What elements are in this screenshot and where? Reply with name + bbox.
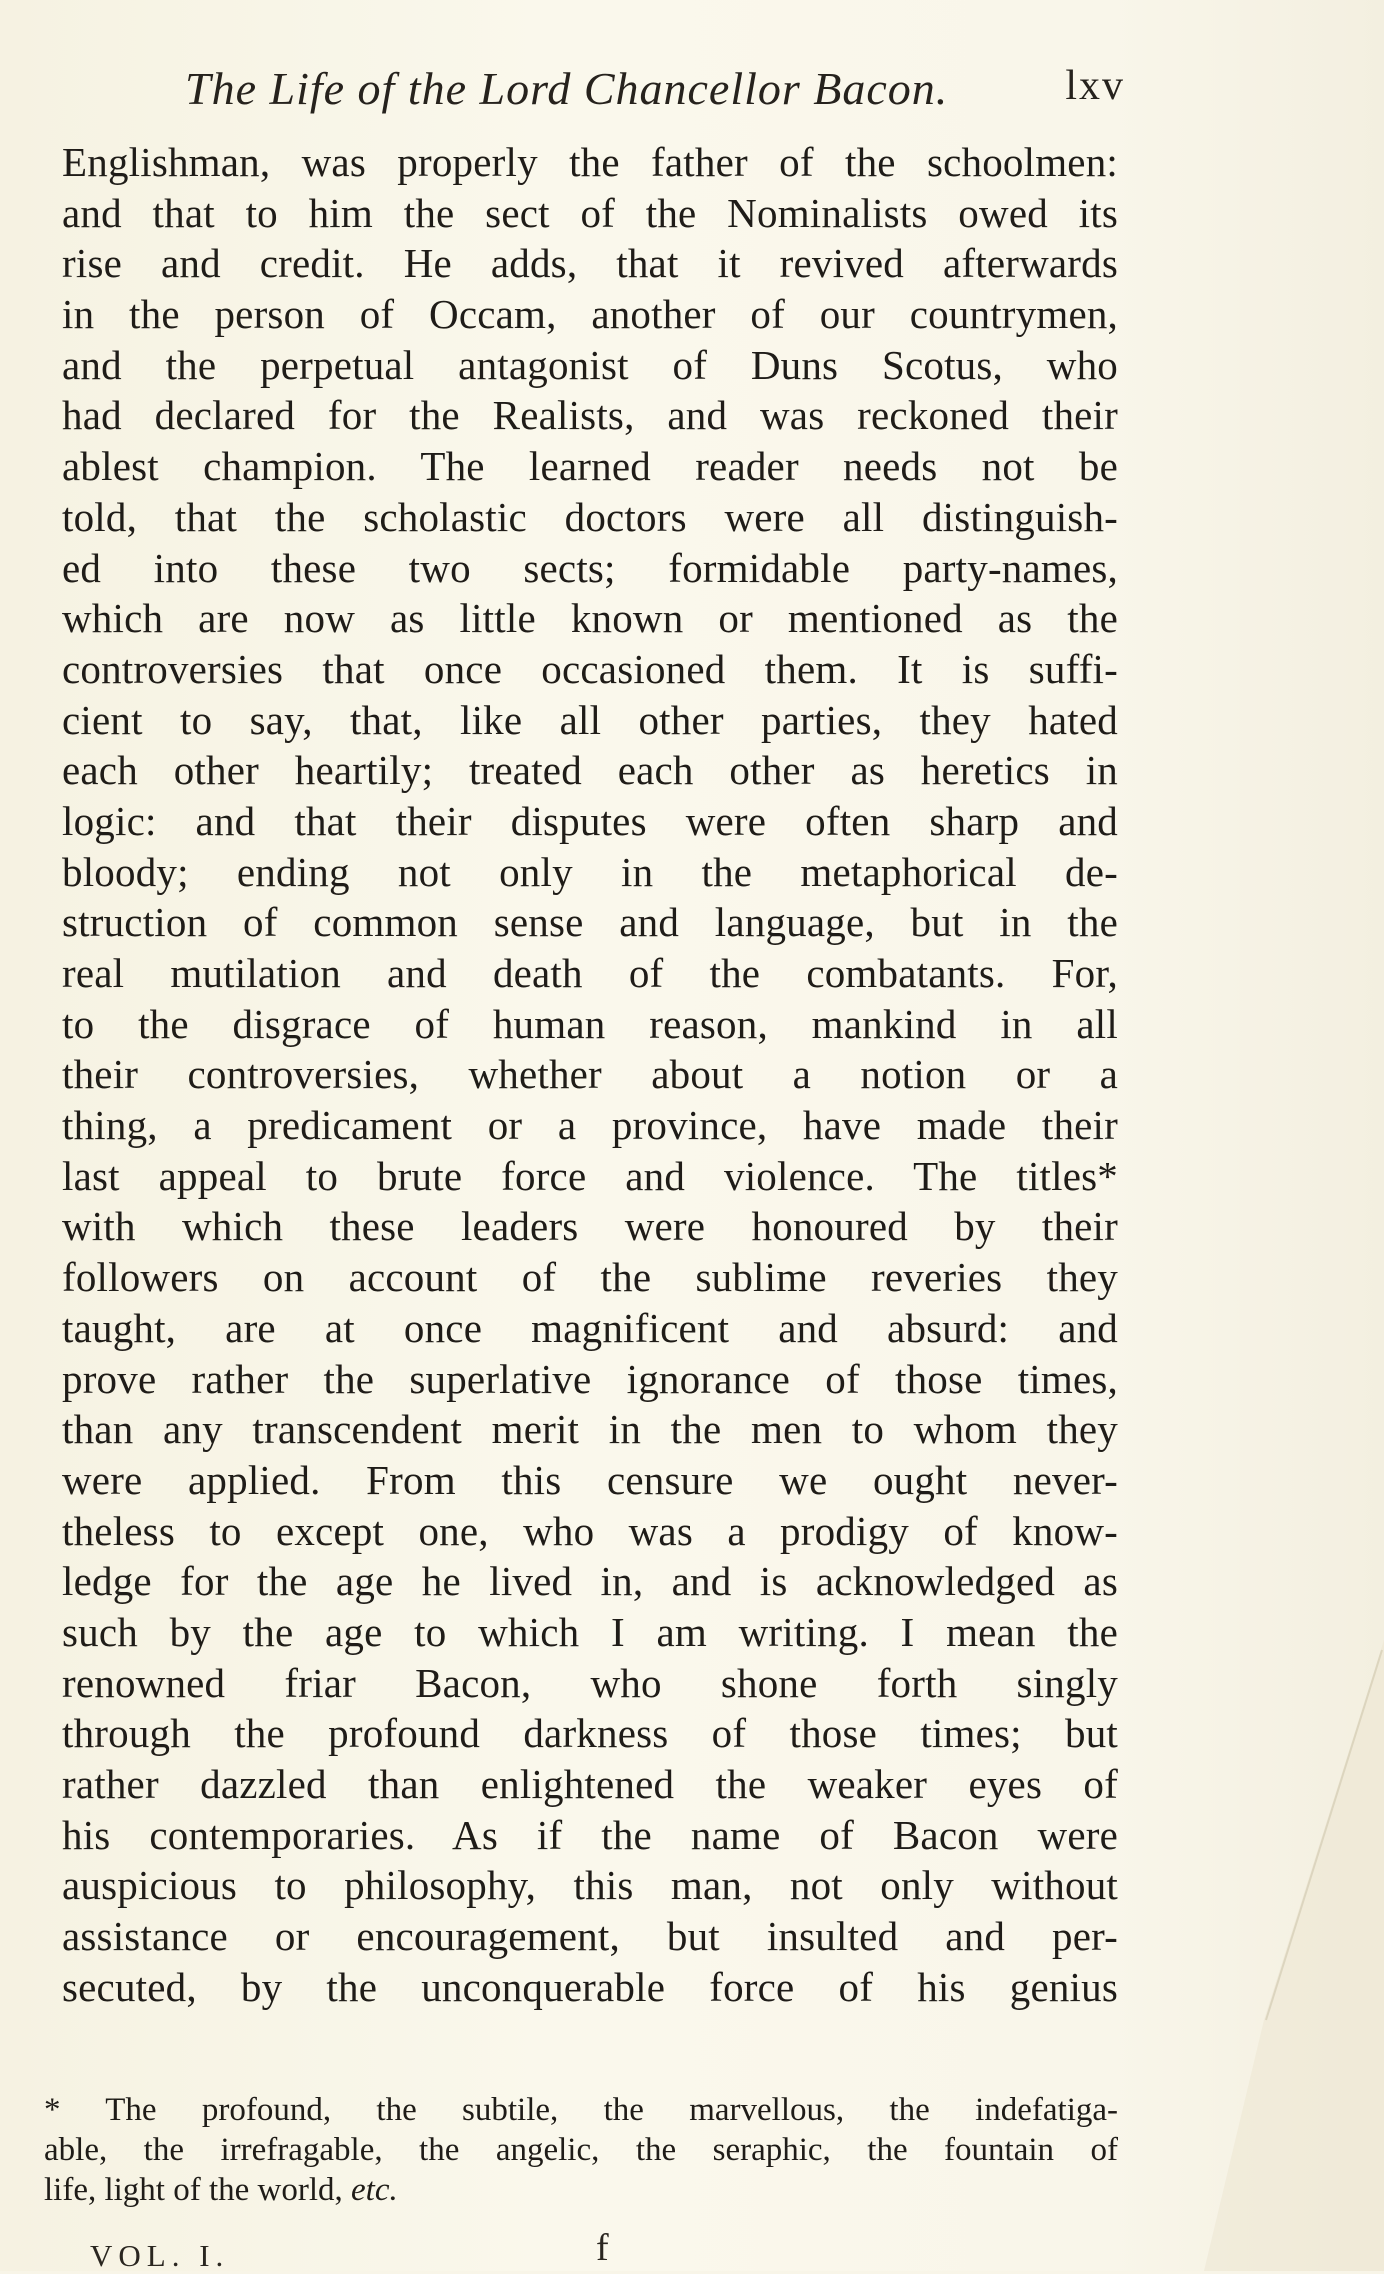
text-line: auspicious to philosophy, this man, not only without xyxy=(62,1862,1118,1909)
running-head-title: The Life of the Lord Chancellor Bacon. xyxy=(185,63,949,114)
text-line: cient to say, that, like all other parties, they hated xyxy=(62,696,1118,743)
text-line: each other heartily; treated each other as heretics in xyxy=(62,747,1118,794)
footnote-text: life, light of the world, xyxy=(44,2172,352,2208)
text-line: with which these leaders were honoured by their xyxy=(62,1203,1118,1250)
text-line: rise and credit. He adds, that it revived afterwards xyxy=(62,240,1118,287)
text-line: ed into these two sects; formidable party-names, xyxy=(62,544,1118,591)
text-line: followers on account of the sublime reveries they xyxy=(62,1254,1118,1301)
text-line: such by the age to which I am writing. I mean the xyxy=(62,1608,1118,1655)
text-line: and that to him the sect of the Nominalists owed its xyxy=(62,189,1118,236)
volume-signature: VOL. I. xyxy=(90,2238,230,2273)
text-line: his contemporaries. As if the name of Bacon were xyxy=(62,1811,1118,1858)
text-line: secuted, by the unconquerable force of his genius xyxy=(62,1963,1118,2010)
page-number: lxv xyxy=(1065,63,1125,109)
text-line: thing, a predicament or a province, have made their xyxy=(62,1102,1118,1149)
text-line: ablest champion. The learned reader needs not be xyxy=(62,443,1118,490)
text-line: last appeal to brute force and violence. The titles* xyxy=(62,1152,1118,1199)
footnote-etc: etc. xyxy=(351,2172,398,2208)
text-line: bloody; ending not only in the metaphorical de- xyxy=(62,848,1118,895)
text-line: controversies that once occasioned them. It is suffi- xyxy=(62,645,1118,692)
text-line: which are now as little known or mentioned as the xyxy=(62,595,1118,642)
text-line: to the disgrace of human reason, mankind in all xyxy=(62,1000,1118,1047)
text-line: than any transcendent merit in the men to whom they xyxy=(62,1406,1118,1453)
text-line: Englishman, was properly the father of the schoolmen: xyxy=(62,139,1118,185)
text-line: renowned friar Bacon, who shone forth singly xyxy=(62,1659,1118,1706)
text-line: had declared for the Realists, and was reckoned their xyxy=(62,392,1118,439)
text-line: assistance or encouragement, but insulted and per- xyxy=(62,1913,1118,1960)
footnote-line: able, the irrefragable, the angelic, the seraphic, the fountain of xyxy=(44,2132,1118,2168)
text-line: told, that the scholastic doctors were all distinguish- xyxy=(62,493,1118,540)
text-line: real mutilation and death of the combatants. For, xyxy=(62,950,1118,996)
text-line: their controversies, whether about a notion or a xyxy=(62,1051,1118,1098)
footnote-line: * The profound, the subtile, the marvellous, the indefatiga- xyxy=(44,2092,1118,2128)
text-line: and the perpetual antagonist of Duns Scotus, who xyxy=(62,341,1118,388)
text-line: prove rather the superlative ignorance of those times, xyxy=(62,1355,1118,1402)
text-line: logic: and that their disputes were often sharp and xyxy=(62,797,1118,844)
text-line: through the profound darkness of those times; but xyxy=(62,1710,1118,1757)
page-edge-shadow xyxy=(1204,1640,1384,2271)
footnote xyxy=(44,2090,1118,2210)
text-line: were applied. From this censure we ought never- xyxy=(62,1456,1118,1503)
body-text xyxy=(62,137,1118,2012)
text-line: struction of common sense and language, but in the xyxy=(62,899,1118,946)
text-line: taught, are at once magnificent and absurd: and xyxy=(62,1304,1118,1351)
text-line: ledge for the age he lived in, and is acknowledged as xyxy=(62,1558,1118,1605)
text-line: in the person of Occam, another of our countrymen, xyxy=(62,291,1118,338)
running-head xyxy=(185,62,1125,122)
text-line: rather dazzled than enlightened the weaker eyes of xyxy=(62,1761,1118,1807)
gathering-signature: f xyxy=(596,2227,609,2269)
footnote-line xyxy=(44,2170,1118,2210)
text-line: theless to except one, who was a prodigy of know- xyxy=(62,1507,1118,1554)
